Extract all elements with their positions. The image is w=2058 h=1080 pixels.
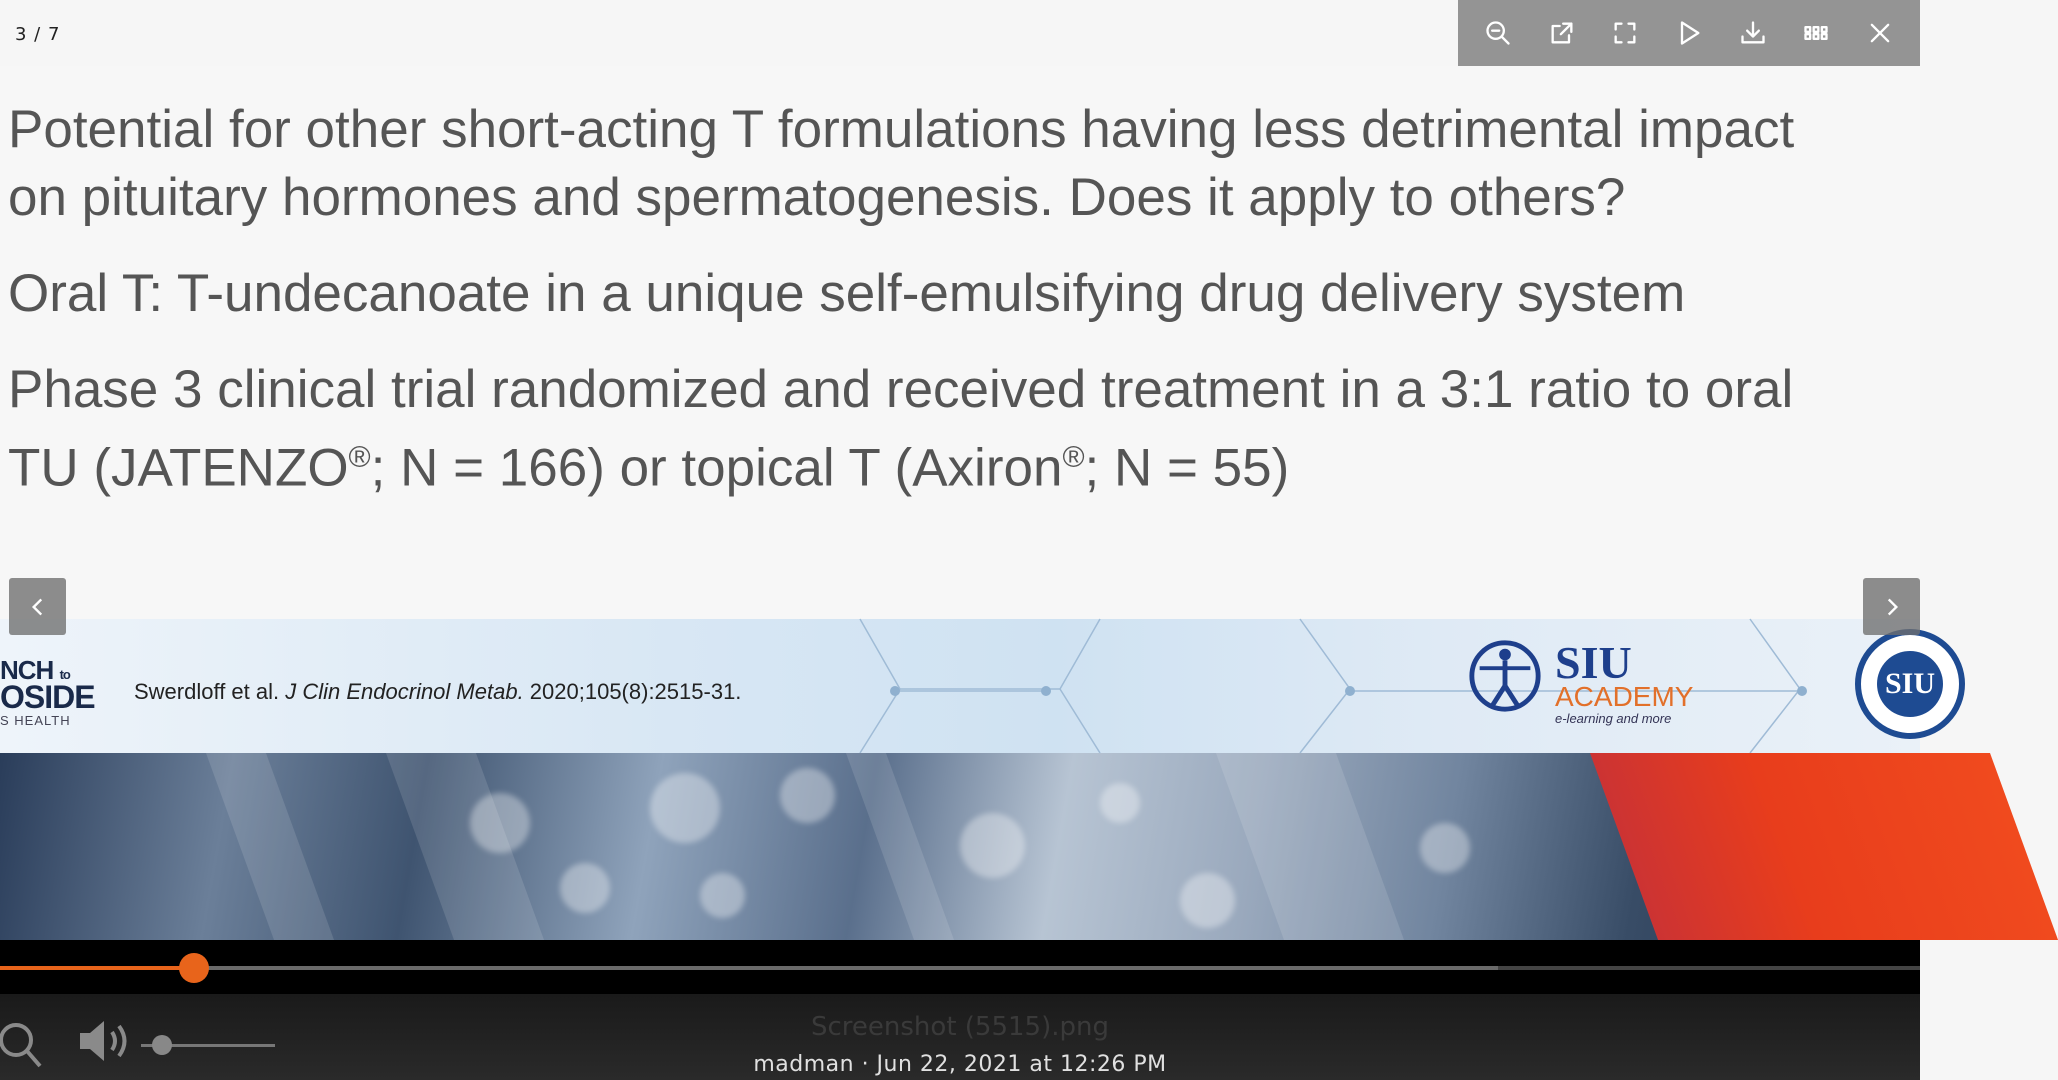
player-controls	[0, 994, 1920, 1080]
close-button[interactable]	[1858, 11, 1902, 55]
society-seal	[1855, 629, 1965, 739]
slideshow-button[interactable]	[1667, 11, 1711, 55]
progress-bar[interactable]	[0, 966, 1920, 970]
next-slide-button[interactable]	[1863, 578, 1920, 635]
file-name: Screenshot (5515).png	[811, 1012, 1109, 1042]
slide-text-line: Phase 3 clinical trial randomized and received treatment in a 3:1 ratio to oral	[8, 360, 1794, 419]
slide-image	[0, 66, 1936, 940]
citation-details: 2020;105(8):2515-31.	[523, 679, 742, 704]
decorative-banner	[0, 753, 1920, 940]
registered-mark: ®	[348, 441, 371, 474]
download-icon	[1739, 19, 1767, 47]
citation-journal: J Clin Endocrinol Metab.	[285, 679, 524, 704]
slide-body	[8, 96, 1918, 531]
slide-text-line: Potential for other short-acting T formulations having less detrimental impact	[8, 100, 1795, 159]
red-accent-stripe	[1590, 753, 2058, 940]
slide-text-line	[8, 424, 1918, 503]
progress-fill	[0, 966, 194, 970]
previous-slide-button[interactable]	[9, 578, 66, 635]
slide-counter: 3 / 7	[15, 24, 61, 45]
registered-mark: ®	[1062, 441, 1085, 474]
logo-text: NCH	[0, 655, 60, 685]
chevron-left-icon	[25, 594, 51, 620]
slide-bullet	[8, 260, 1918, 328]
text-segment: TU (JATENZO	[8, 438, 349, 498]
citation-text	[134, 679, 741, 705]
logo-text: SIU	[1555, 637, 1632, 688]
volume-slider[interactable]	[141, 1044, 275, 1047]
reference-band	[0, 619, 1936, 753]
logo-text: e-learning and more	[1555, 711, 1672, 726]
logo-text: OSIDE	[0, 679, 95, 715]
fullscreen-icon	[1611, 19, 1639, 47]
upload-info: madman · Jun 22, 2021 at 12:26 PM	[753, 1052, 1167, 1077]
logo-text: ACADEMY	[1555, 681, 1694, 712]
slide-text-line: on pituitary hormones and spermatogenesis. Does it apply to others?	[8, 168, 1626, 227]
media-player	[0, 940, 1920, 1080]
slide-bullet	[8, 356, 1918, 503]
text-segment: ; N = 166) or topical T (Axiron	[370, 438, 1063, 498]
citation-authors: Swerdloff et al.	[134, 679, 286, 704]
vitruvian-man-icon	[1466, 637, 1544, 715]
logo-text: to	[59, 667, 70, 682]
buffer-bar	[194, 966, 1498, 970]
grid-icon	[1802, 19, 1830, 47]
open-external-button[interactable]	[1540, 11, 1584, 55]
open-external-icon	[1548, 19, 1576, 47]
fullscreen-button[interactable]	[1603, 11, 1647, 55]
grid-view-button[interactable]	[1794, 11, 1838, 55]
viewer-toolbar	[1458, 0, 1920, 66]
zoom-out-icon	[1484, 19, 1512, 47]
conference-logo	[0, 655, 95, 732]
seal-text: SIU	[1877, 651, 1943, 717]
text-segment: ; N = 55)	[1084, 438, 1290, 498]
logo-text: S HEALTH	[0, 713, 71, 728]
zoom-out-button[interactable]	[1476, 11, 1520, 55]
progress-handle[interactable]	[179, 953, 209, 983]
download-button[interactable]	[1731, 11, 1775, 55]
chevron-right-icon	[1879, 594, 1905, 620]
slide-bullet	[8, 96, 1918, 232]
play-icon	[1675, 19, 1703, 47]
siu-academy-logo	[1555, 637, 1694, 726]
slide-text-line: Oral T: T-undecanoate in a unique self-emulsifying drug delivery system	[8, 264, 1686, 323]
close-icon	[1866, 19, 1894, 47]
